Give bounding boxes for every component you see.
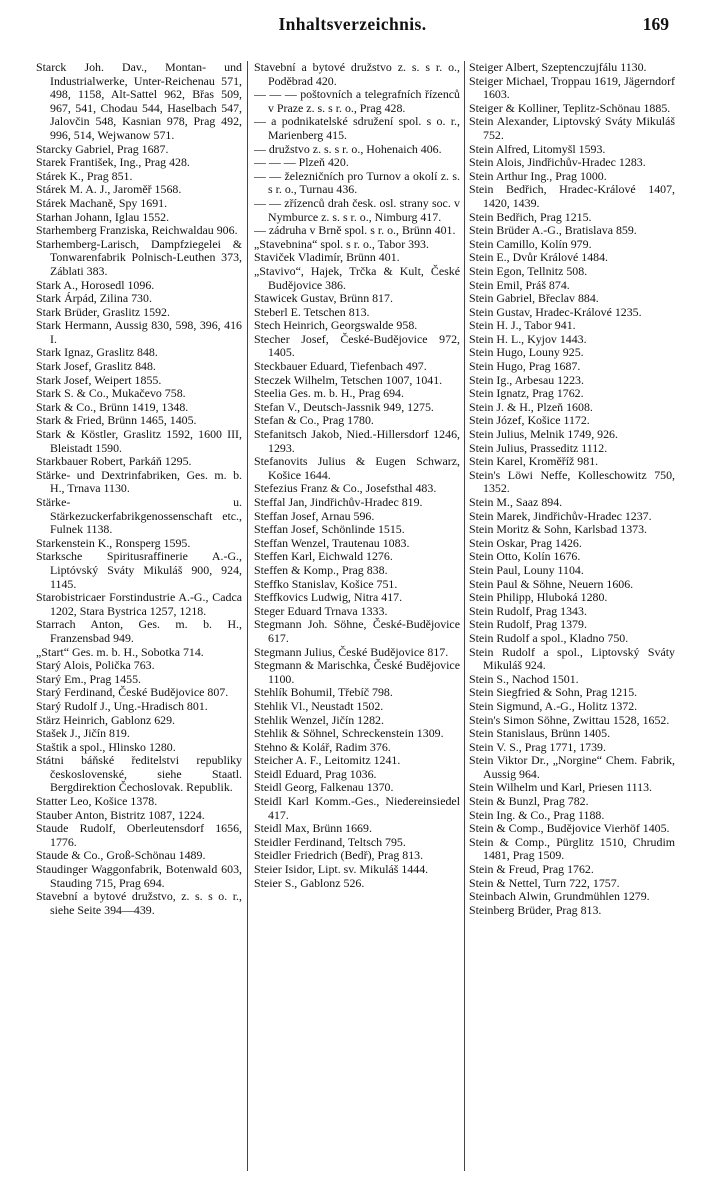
index-entry: Stein Rudolf a spol., Liptovský Sváty Mikuláš 924. (469, 644, 675, 673)
index-entry: Stark & Co., Brünn 1419, 1348. (36, 399, 189, 414)
index-entry: Steidl Eduard, Prag 1036. (254, 766, 377, 781)
index-entry: — družstvo z. s. s r. o., Hohenaich 406. (254, 141, 442, 156)
index-entry: Steckbauer Eduard, Tiefenbach 497. (254, 359, 427, 374)
index-entry: Stefan V., Deutsch-Jassnik 949, 1275. (254, 399, 434, 414)
index-entry: Steelia Ges. m. b. H., Prag 694. (254, 386, 404, 401)
index-entry: Stark Ignaz, Graslitz 848. (36, 345, 158, 360)
index-entry: Stärke- und Dextrinfabriken, Ges. m. b. H., Trnava 1130. (36, 467, 242, 496)
index-entry: Starkbauer Robert, Parkáň 1295. (36, 454, 192, 469)
index-entry: Stark Josef, Weipert 1855. (36, 372, 162, 387)
index-entry: Stein H. J., Tabor 941. (469, 318, 576, 333)
index-entry: Stein & Comp., Budějovice Vierhöf 1405. (469, 821, 670, 836)
index-entry: Steberl E. Tetschen 813. (254, 304, 370, 319)
index-entry: Stegmann Julius, České Budějovice 817. (254, 644, 449, 659)
index-entry: Stein Julius, Prasseditz 1112. (469, 440, 608, 455)
index-entry: Stein Rudolf, Prag 1343. (469, 603, 587, 618)
index-entry: Stein & Freud, Prag 1762. (469, 862, 594, 877)
index-entry: Steffen Karl, Eichwald 1276. (254, 549, 393, 564)
index-entry: Steffal Jan, Jindřichův-Hradec 819. (254, 495, 423, 509)
index-entry: Stegmann & Marischka, České Budějovice 1100. (254, 658, 460, 686)
index-entry: Stark Hermann, Aussig 830, 598, 396, 416 I. (36, 318, 242, 346)
index-entry: Stark & Köstler, Graslitz 1592, 1600 III, Bleistadt 1590. (36, 427, 242, 455)
column-divider-2 (464, 61, 465, 1171)
index-entry: Steiger Albert, Szeptenczujfálu 1130. (469, 61, 647, 74)
index-entry: Steicher A. F., Leitomitz 1241. (254, 753, 401, 768)
index-entry: Stein Egon, Tellnitz 508. (469, 263, 588, 278)
index-entry: Staštik a spol., Hlinsko 1280. (36, 739, 176, 754)
index-entry: Stein & Nettel, Turn 722, 1757. (469, 875, 620, 890)
index-entry: Stein Marek, Jindřichův-Hradec 1237. (469, 508, 652, 523)
index-entry: Stárek Machaně, Spy 1691. (36, 195, 168, 210)
page-title: Inhaltsverzeichnis. (278, 14, 427, 34)
index-entry: Stein Arthur Ing., Prag 1000. (469, 168, 607, 183)
index-entry: Steinberg Brüder, Prag 813. (469, 902, 602, 917)
index-entry: Steger Eduard Trnava 1333. (254, 603, 388, 618)
index-entry: Steczek Wilhelm, Tetschen 1007, 1041. (254, 372, 443, 387)
index-entry: Stefezius Franz & Co., Josefsthal 483. (254, 481, 437, 496)
index-entry: — — zřízenců drah česk. osl. strany soc. v Nymburce z. s. s r. o., Nimburg 417. (254, 195, 460, 224)
column-divider-1 (247, 61, 248, 1171)
index-entry: Stein Stanislaus, Brünn 1405. (469, 726, 611, 741)
index-entry: Stavební a bytové družstvo, z. s. s o. r., siehe Seite 394—439. (36, 889, 242, 917)
index-entry: Steffan Josef, Arnau 596. (254, 508, 375, 523)
index-entry: — — — Plzeň 420. (254, 155, 349, 170)
index-entry: Stein J. & H., Plzeň 1608. (469, 399, 593, 414)
index-entry: Staudinger Waggonfabrik, Botenwald 603, Stauding 715, Prag 694. (36, 862, 242, 890)
index-entry: Stehlík Bohumil, Třebíč 798. (254, 685, 393, 700)
index-entry: Stawicek Gustav, Brünn 817. (254, 291, 393, 306)
index-entry: Starý Alois, Polička 763. (36, 658, 155, 673)
index-entry: Stein M., Saaz 894. (469, 495, 563, 509)
index-entry: Stark Árpád, Zilina 730. (36, 291, 152, 306)
index-entry: Starý Rudolf J., Ung.-Hradisch 801. (36, 698, 208, 713)
index-entry: Steidl Max, Brünn 1669. (254, 821, 372, 836)
index-entry: Stein Alexander, Liptovský Sváty Mikuláš 752. (469, 114, 675, 142)
index-entry: Stein Paul, Louny 1104. (469, 562, 584, 577)
index-entry: Starhemberg-Larisch, Dampfziegelei & Tonwarenfabrik Polnisch-Leuthen 373, Záblati 383. (36, 236, 242, 278)
index-entry: Staude & Co., Groß-Schönau 1489. (36, 848, 206, 863)
index-entry: Stein Gustav, Hradec-Králové 1235. (469, 304, 642, 319)
index-entry: „Stavebnina“ spol. s r. o., Tabor 393. (254, 236, 429, 251)
index-entry: Stein Camillo, Kolín 979. (469, 236, 592, 251)
index-column-3 (469, 61, 675, 1181)
index-entry: Staude Rudolf, Oberleutensdorf 1656, 1776. (36, 821, 242, 849)
index-entry: Stein Alois, Jindřichův-Hradec 1283. (469, 155, 646, 170)
index-entry: Stein Bedřich, Prag 1215. (469, 209, 592, 224)
index-entry: Stein Siegfried & Sohn, Prag 1215. (469, 685, 638, 700)
index-entry: Steiger Michael, Troppau 1619, Jägerndorf 1603. (469, 73, 675, 102)
index-entry: Stein Julius, Melnik 1749, 926. (469, 427, 618, 442)
index-entry: Stehlik Vl., Neustadt 1502. (254, 698, 384, 713)
index-entry: Starek František, Ing., Prag 428. (36, 155, 190, 170)
index-entry: Starhemberg Franziska, Reichwaldau 906. (36, 223, 238, 238)
index-entry: Stein Moritz & Sohn, Karlsbad 1373. (469, 522, 648, 537)
index-entry: Stein Sigmund, A.-G., Holitz 1372. (469, 698, 638, 713)
index-entry: Staviček Vladimír, Brünn 401. (254, 250, 400, 265)
index-entry: Stein S., Nachod 1501. (469, 671, 579, 686)
index-entry: Steidler Friedrich (Bedř), Prag 813. (254, 848, 424, 863)
index-entry: Stein Józef, Košice 1172. (469, 413, 590, 428)
index-entry: Stauber Anton, Bistritz 1087, 1224. (36, 807, 205, 822)
index-entry: Stein Rudolf, Prag 1379. (469, 617, 587, 632)
index-entry: Stein Rudolf a spol., Kladno 750. (469, 630, 629, 645)
index-entry: Státni báňské ředitelstvi republiky československé, siehe Staatl. Bergdirektion Čechoslovak. Republik. (36, 753, 242, 795)
index-column-1 (36, 61, 242, 1181)
index-entry: Starobistricaer Forstindustrie A.-G., Cadca 1202, Stara Bystrica 1257, 1218. (36, 590, 242, 618)
index-entry: Stein Ignatz, Prag 1762. (469, 386, 584, 401)
index-entry: Stefan & Co., Prag 1780. (254, 413, 374, 428)
page-number: 169 (642, 14, 669, 34)
index-entry: Stein Viktor Dr., „Norgine“ Chem. Fabrik, Aussig 964. (469, 753, 675, 781)
index-entry: Stein Hugo, Prag 1687. (469, 359, 581, 374)
index-entry: Steier Isidor, Lipt. sv. Mikuláš 1444. (254, 862, 429, 877)
index-entry: Stech Heinrich, Georgswalde 958. (254, 318, 418, 333)
index-entry: Stärke- u. Stärkezuckerfabrikgenossenschaft etc., Fulnek 1138. (36, 495, 242, 537)
index-column-2 (254, 61, 460, 1181)
index-entry: — — — poštovních a telegrafních řízenců v Praze z. s. s r. o., Prag 428. (254, 87, 460, 115)
index-entry: Stark & Fried, Brünn 1465, 1405. (36, 413, 197, 428)
index-entry: Stark Josef, Graslitz 848. (36, 359, 156, 374)
index-entry: Stark Brüder, Graslitz 1592. (36, 304, 170, 319)
index-entry: Steffkovics Ludwig, Nitra 417. (254, 590, 403, 605)
index-entry: Stehlik & Söhnel, Schreckenstein 1309. (254, 726, 444, 741)
index-entry: Stein Philipp, Hluboká 1280. (469, 590, 608, 605)
index-entry: Stárek K., Prag 851. (36, 168, 133, 183)
index-entry: Stein Wilhelm und Karl, Priesen 1113. (469, 780, 653, 795)
index-entry: Steffko Stanislav, Košice 751. (254, 576, 398, 591)
index-entry: Stark S. & Co., Mukačevo 758. (36, 386, 186, 401)
index-entry: Stavební a bytové družstvo z. s. s r. o., Poděbrad 420. (254, 61, 460, 88)
index-entry: Starkenstein K., Ronsperg 1595. (36, 535, 191, 550)
index-entry: Statter Leo, Košice 1378. (36, 794, 158, 809)
index-entry: Steffan Wenzel, Trautenau 1083. (254, 535, 410, 550)
index-entry: Stein Brüder A.-G., Bratislava 859. (469, 223, 637, 238)
index-entry: Starcky Gabriel, Prag 1687. (36, 141, 169, 156)
index-entry: „Stavivo“, Hajek, Trčka & Kult, České Budějovice 386. (254, 263, 460, 292)
index-entry: Stein Otto, Kolín 1676. (469, 549, 581, 564)
index-entry: Stein Gabriel, Břeclav 884. (469, 291, 599, 306)
index-entry: Stein Oskar, Prag 1426. (469, 535, 582, 550)
index-entry: Stefanovits Julius & Eugen Schwarz, Košice 1644. (254, 454, 460, 482)
index-entry: Stein Ig., Arbesau 1223. (469, 372, 584, 387)
index-entry: Stefanitsch Jakob, Nied.-Hillersdorf 1246, 1293. (254, 427, 460, 455)
page-header (0, 14, 705, 40)
index-entry: Stein Emil, Práš 874. (469, 277, 570, 292)
index-entry: Stein's Löwi Neffe, Kolleschowitz 750, 1352. (469, 467, 675, 496)
index-entry: Stein & Comp., Pürglitz 1510, Chrudim 1481, Prag 1509. (469, 834, 675, 863)
index-entry: Steinbach Alwin, Grundmühlen 1279. (469, 889, 650, 904)
index-entry: Stein's Simon Söhne, Zwittau 1528, 1652. (469, 712, 670, 727)
index-entry: Starý Ferdinand, České Budějovice 807. (36, 685, 229, 700)
index-entry: — a podnikatelské sdružení spol. s o. r., Marienberg 415. (254, 114, 460, 142)
index-entry: Stein & Bunzl, Prag 782. (469, 794, 589, 809)
index-entry: Steidler Ferdinand, Teltsch 795. (254, 834, 406, 849)
index-entry: Stehno & Kolář, Radim 376. (254, 739, 391, 754)
index-entry: Steffen & Komp., Prag 838. (254, 562, 388, 577)
index-entry: Stecher Josef, České-Budějovice 972, 1405. (254, 331, 460, 360)
index-entry: Starý Em., Prag 1455. (36, 671, 142, 686)
index-entry: Stárek M. A. J., Jaroměř 1568. (36, 182, 182, 197)
index-entry: Stein E., Dvůr Králové 1484. (469, 250, 609, 265)
index-entry: Stein Paul & Söhne, Neuern 1606. (469, 576, 634, 591)
index-entry: Steier S., Gablonz 526. (254, 875, 365, 890)
index-entry: Starhan Johann, Iglau 1552. (36, 209, 170, 224)
index-entry: Stegmann Joh. Söhne, České-Budějovice 617. (254, 617, 460, 645)
index-entry: Stärz Heinrich, Gablonz 629. (36, 712, 176, 727)
index-entry: Stein Alfred, Litomyšl 1593. (469, 141, 606, 156)
index-entry: Stark A., Horosedl 1096. (36, 277, 155, 292)
index-entry: Stein Hugo, Louny 925. (469, 345, 584, 360)
index-entry: Starrach Anton, Ges. m. b. H., Franzensbad 949. (36, 617, 242, 645)
index-entry: Stein Bedřich, Hradec-Králové 1407, 1420, 1439. (469, 182, 675, 210)
index-entry: Stein Ing. & Co., Prag 1188. (469, 807, 605, 822)
index-entry: Starksche Spiritusraffinerie A.-G., Liptóvský Sváty Mikuláš 900, 924, 1145. (36, 549, 242, 591)
index-entry: Steidl Georg, Falkenau 1370. (254, 780, 394, 795)
index-entry: „Start“ Ges. m. b. H., Sobotka 714. (36, 644, 204, 659)
index-entry: Stein V. S., Prag 1771, 1739. (469, 739, 606, 754)
index-entry: Steidl Karl Komm.-Ges., Niedereinsiedel 417. (254, 794, 460, 822)
index-entry: Starck Joh. Dav., Montan- und Industrialwerke, Unter-Reichenau 571, 498, 1158, Alt-Sattel 962, Břas 509, 967, 541, Chodau 544, Haselbach 547, Jalovčin 548, Kasnian 978, Prag 492, 996, 514, Wejwanow 571. (36, 61, 242, 142)
index-entry: Steffan Josef, Schönlinde 1515. (254, 522, 405, 537)
index-entry: Stein Karel, Kroměříž 981. (469, 454, 599, 469)
index-entry: Stehlik Wenzel, Jičín 1282. (254, 712, 384, 727)
index-entry: Stašek J., Jičín 819. (36, 726, 130, 741)
index-entry: Steiger & Kolliner, Teplitz-Schönau 1885. (469, 100, 671, 115)
index-entry: — zádruha v Brně spol. s r. o., Brünn 401. (254, 223, 456, 238)
index-entry: Stein H. L., Kyjov 1443. (469, 331, 587, 346)
index-entry: — — železničních pro Turnov a okolí z. s. s r. o., Turnau 436. (254, 168, 460, 197)
